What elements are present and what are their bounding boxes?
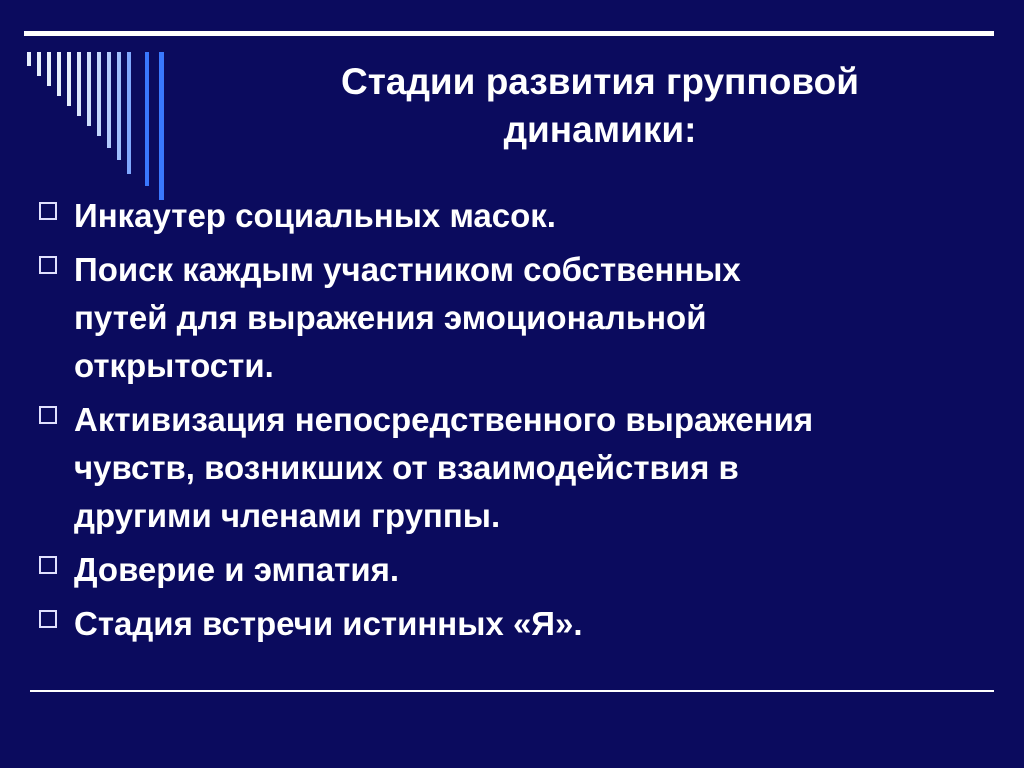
bullet-item (38, 600, 998, 648)
title-line: Стадии развития групповой (341, 61, 859, 102)
bullet-line: Активизация непосредственного выражения (74, 401, 814, 438)
bullet-line: другими членами группы. (74, 497, 501, 534)
bullet-line: чувств, возникших от взаимодействия в (74, 449, 739, 486)
decor-bar (87, 52, 91, 126)
bullet-line: Доверие и эмпатия. (74, 551, 400, 588)
decor-bar (117, 52, 121, 160)
decor-bar (145, 52, 149, 186)
hollow-square-icon (39, 556, 57, 574)
hollow-square-icon (39, 256, 57, 274)
decor-bar (159, 52, 164, 200)
decor-bar (127, 52, 131, 174)
bullet-line: Поиск каждым участником собственных (74, 251, 741, 288)
decor-bar (37, 52, 41, 76)
decor-bar (27, 52, 31, 66)
bullet-item (38, 192, 998, 240)
bullet-line: путей для выражения эмоциональной (74, 299, 707, 336)
slide-title (240, 58, 960, 154)
bullet-text (74, 600, 998, 648)
bullet-text (74, 546, 998, 594)
decor-bar (77, 52, 81, 116)
vertical-bars-decoration (0, 0, 180, 200)
bottom-divider-line (30, 690, 994, 692)
bullet-item (38, 546, 998, 594)
bullet-text (74, 396, 998, 540)
decor-bar (67, 52, 71, 106)
bullet-item (38, 246, 998, 390)
decor-bar (107, 52, 111, 148)
decor-bar (47, 52, 51, 86)
bullet-text (74, 192, 998, 240)
decor-bar (97, 52, 101, 136)
hollow-square-icon (39, 202, 57, 220)
hollow-square-icon (39, 406, 57, 424)
bullet-item (38, 396, 998, 540)
hollow-square-icon (39, 610, 57, 628)
decor-bar (57, 52, 61, 96)
bullet-line: Стадия встречи истинных «Я». (74, 605, 583, 642)
title-line: динамики: (503, 109, 697, 150)
bullet-list (38, 192, 998, 654)
bullet-text (74, 246, 998, 390)
bullet-line: Инкаутер социальных масок. (74, 197, 556, 234)
bullet-line: открытости. (74, 347, 274, 384)
